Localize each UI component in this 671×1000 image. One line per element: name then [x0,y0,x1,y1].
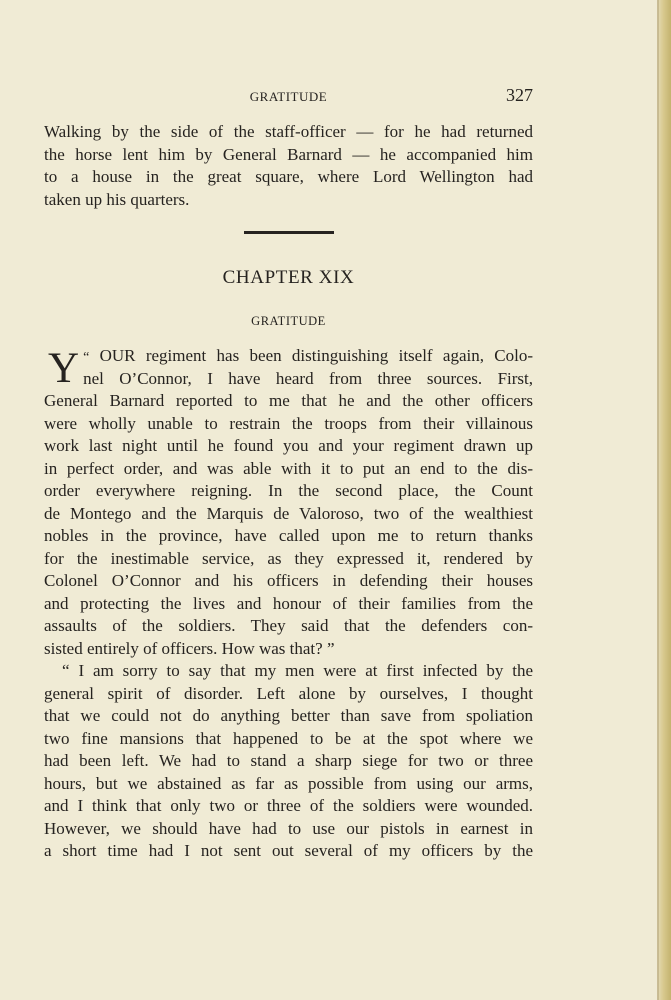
chapter-subtitle: GRATITUDE [251,314,326,328]
text-line: were wholly unable to restrain the troops from their villainous [44,413,533,433]
text-line: de Montego and the Marquis de Valoroso, two of the wealthiest [44,503,533,523]
text-line: two fine mansions that happened to be at the spot where we [44,728,533,748]
first-line-text: OUR regiment has been distinguishing itself again, Colo- [99,346,534,365]
section-rule [244,231,334,234]
text-line: had been left. We had to stand a sharp siege for two or three [44,751,533,770]
text-line: nobles in the province, have called upon me to return thanks [44,526,533,545]
text-line: sisted entirely of officers. How was that? ” [44,638,335,658]
top-paragraph [44,121,533,211]
running-title: GRATITUDE [249,89,328,104]
text-line: assaults of the soldiers. They said that the defenders con- [44,616,533,635]
text-line: taken up his quarters. [44,189,190,209]
page-number: 327 [506,85,533,105]
paragraph-2 [44,660,533,863]
text-line: and I think that only two or three of the soldiers were wounded. [44,796,533,815]
text-line: nel O’Connor, I have heard from three sources. First, [83,368,533,388]
text-line: that we could not do anything better than save from spoliation [44,706,533,725]
text-line: to a house in the great square, where Lord Wellington had [44,167,533,186]
text-line: “ I am sorry to say that my men were at first infected by the [62,661,533,680]
page-edge [657,0,671,1000]
chapter-title: CHAPTER XIX [222,267,355,288]
text-line: Walking by the side of the staff-officer — for he had returned [44,122,533,141]
chapter-body [44,345,533,863]
open-quote: “ [83,350,90,365]
text-line: However, we should have had to use our pistols in earnest in [44,818,533,838]
paragraph-1 [44,345,533,660]
text-line: a short time had I not sent out several of my officers by the [44,841,533,860]
text-line: and protecting the lives and honour of their families from the [44,593,533,613]
text-line: order everywhere reigning. In the second place, the Count [44,481,533,500]
text-line: hours, but we abstained as far as possible from using our arms, [44,773,533,793]
drop-cap: Y [48,345,80,392]
text-line: General Barnard reported to me that he and the other officers [44,391,533,410]
text-line: the horse lent him by General Barnard — he accompanied him [44,144,533,164]
text-line: for the inestimable service, as they expressed it, rendered by [44,548,533,568]
text-line: general spirit of disorder. Left alone by ourselves, I thought [44,683,533,703]
running-head [44,86,533,108]
text-line: Colonel O’Connor and his officers in defending their houses [44,571,533,590]
text-line: in perfect order, and was able with it to put an end to the dis- [44,458,533,478]
text-line: work last night until he found you and your regiment drawn up [44,436,533,455]
